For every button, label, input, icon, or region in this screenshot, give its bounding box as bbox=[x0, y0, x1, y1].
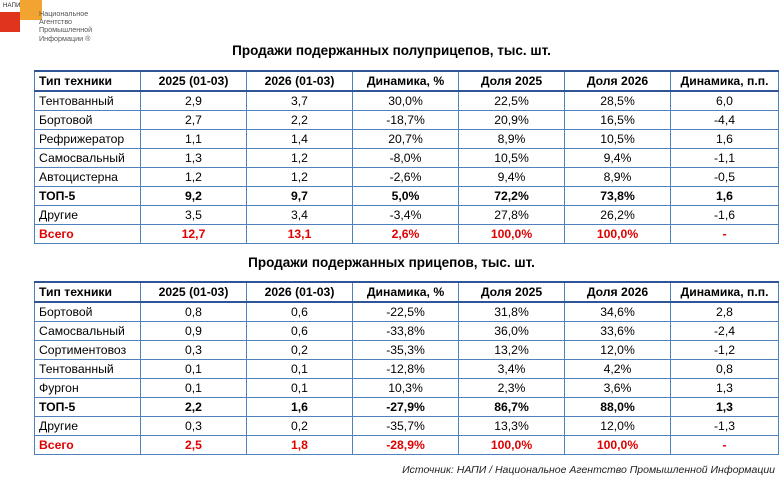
table-cell: 13,2% bbox=[459, 341, 565, 360]
table-cell: 9,2 bbox=[141, 187, 247, 206]
table-cell: 0,8 bbox=[671, 360, 779, 379]
table-cell: 2,6% bbox=[353, 225, 459, 244]
table-cell: 8,9% bbox=[459, 130, 565, 149]
table-row bbox=[35, 206, 779, 225]
table-cell: 0,9 bbox=[141, 322, 247, 341]
semitrailers-table bbox=[34, 70, 779, 244]
table-cell: 16,5% bbox=[565, 111, 671, 130]
table-cell: 0,6 bbox=[247, 302, 353, 322]
table-cell: 86,7% bbox=[459, 398, 565, 417]
row-label: Автоцистерна bbox=[35, 168, 141, 187]
table-cell: 13,1 bbox=[247, 225, 353, 244]
table-cell: -1,3 bbox=[671, 417, 779, 436]
table-cell: 2,2 bbox=[247, 111, 353, 130]
table-cell: 6,0 bbox=[671, 91, 779, 111]
table-cell: 3,4% bbox=[459, 360, 565, 379]
table-cell: 0,3 bbox=[141, 341, 247, 360]
table-cell: 12,7 bbox=[141, 225, 247, 244]
table-cell: 100,0% bbox=[565, 225, 671, 244]
column-header: 2025 (01-03) bbox=[141, 71, 247, 91]
table-cell: 2,7 bbox=[141, 111, 247, 130]
row-label: Самосвальный bbox=[35, 322, 141, 341]
table-cell: 22,5% bbox=[459, 91, 565, 111]
column-header: Доля 2026 bbox=[565, 71, 671, 91]
column-header: 2026 (01-03) bbox=[247, 282, 353, 302]
table-cell: 1,1 bbox=[141, 130, 247, 149]
column-header: Тип техники bbox=[35, 71, 141, 91]
table-cell: 20,9% bbox=[459, 111, 565, 130]
table-cell: 4,2% bbox=[565, 360, 671, 379]
table-cell: 1,2 bbox=[247, 168, 353, 187]
table-cell: 2,5 bbox=[141, 436, 247, 455]
row-label: Сортиментовоз bbox=[35, 341, 141, 360]
table-row bbox=[35, 417, 779, 436]
source-note: Источник: НАПИ / Национальное Агентство Промышленной Информации bbox=[402, 464, 775, 476]
table-cell: 9,7 bbox=[247, 187, 353, 206]
column-header: Динамика, % bbox=[353, 282, 459, 302]
table-cell: 2,2 bbox=[141, 398, 247, 417]
top5-row bbox=[35, 187, 779, 206]
table-cell: 27,8% bbox=[459, 206, 565, 225]
table-cell: 2,3% bbox=[459, 379, 565, 398]
table-cell: -35,3% bbox=[353, 341, 459, 360]
column-header: Доля 2025 bbox=[459, 282, 565, 302]
column-header: Доля 2025 bbox=[459, 71, 565, 91]
table-cell: 1,4 bbox=[247, 130, 353, 149]
row-label: ТОП-5 bbox=[35, 187, 141, 206]
table-cell: 34,6% bbox=[565, 302, 671, 322]
table-cell: -28,9% bbox=[353, 436, 459, 455]
table-cell: 36,0% bbox=[459, 322, 565, 341]
table-cell: 1,3 bbox=[141, 149, 247, 168]
table-row bbox=[35, 130, 779, 149]
table-row bbox=[35, 379, 779, 398]
table-cell: 0,1 bbox=[247, 360, 353, 379]
table-cell: 20,7% bbox=[353, 130, 459, 149]
table-cell: 33,6% bbox=[565, 322, 671, 341]
table-cell: -1,2 bbox=[671, 341, 779, 360]
table-cell: 31,8% bbox=[459, 302, 565, 322]
table-cell: 8,9% bbox=[565, 168, 671, 187]
semitrailers-title: Продажи подержанных полуприцепов, тыс. шт. bbox=[232, 43, 551, 58]
column-header: Доля 2026 bbox=[565, 282, 671, 302]
table-cell: -33,8% bbox=[353, 322, 459, 341]
table-row bbox=[35, 149, 779, 168]
table-cell: - bbox=[671, 225, 779, 244]
table-cell: 3,7 bbox=[247, 91, 353, 111]
table-cell: -3,4% bbox=[353, 206, 459, 225]
table-cell: 73,8% bbox=[565, 187, 671, 206]
table-cell: 1,6 bbox=[671, 130, 779, 149]
table-cell: 0,6 bbox=[247, 322, 353, 341]
table-row bbox=[35, 341, 779, 360]
row-label: Всего bbox=[35, 436, 141, 455]
table-cell: -1,6 bbox=[671, 206, 779, 225]
column-header: Динамика, п.п. bbox=[671, 282, 779, 302]
table-cell: -4,4 bbox=[671, 111, 779, 130]
column-header: Динамика, п.п. bbox=[671, 71, 779, 91]
table-cell: -22,5% bbox=[353, 302, 459, 322]
table-cell: 1,8 bbox=[247, 436, 353, 455]
table-cell: 12,0% bbox=[565, 417, 671, 436]
table-row bbox=[35, 360, 779, 379]
trailers-title: Продажи подержанных прицепов, тыс. шт. bbox=[248, 255, 535, 270]
table-row bbox=[35, 168, 779, 187]
logo-short-name: НАПИ bbox=[3, 3, 21, 9]
table-cell: 13,3% bbox=[459, 417, 565, 436]
table-cell: 1,2 bbox=[141, 168, 247, 187]
logo-line: Агентство bbox=[39, 17, 73, 27]
logo-org-name bbox=[39, 10, 109, 43]
table-cell: 2,9 bbox=[141, 91, 247, 111]
table-cell: 1,3 bbox=[671, 379, 779, 398]
column-header: Динамика, % bbox=[353, 71, 459, 91]
table-cell: -8,0% bbox=[353, 149, 459, 168]
table-cell: 10,3% bbox=[353, 379, 459, 398]
column-header: Тип техники bbox=[35, 282, 141, 302]
table-cell: -27,9% bbox=[353, 398, 459, 417]
row-label: ТОП-5 bbox=[35, 398, 141, 417]
row-label: Бортовой bbox=[35, 111, 141, 130]
total-row bbox=[35, 225, 779, 244]
table-row bbox=[35, 91, 779, 111]
row-label: Самосвальный bbox=[35, 149, 141, 168]
row-label: Тентованный bbox=[35, 91, 141, 111]
table-cell: 10,5% bbox=[459, 149, 565, 168]
table-cell: -0,5 bbox=[671, 168, 779, 187]
table-cell: -18,7% bbox=[353, 111, 459, 130]
table-cell: 12,0% bbox=[565, 341, 671, 360]
row-label: Другие bbox=[35, 417, 141, 436]
top5-row bbox=[35, 398, 779, 417]
table-header-row bbox=[35, 71, 779, 91]
row-label: Рефрижератор bbox=[35, 130, 141, 149]
table-cell: 0,1 bbox=[141, 379, 247, 398]
table-cell: 26,2% bbox=[565, 206, 671, 225]
table-cell: 88,0% bbox=[565, 398, 671, 417]
table-cell: 2,8 bbox=[671, 302, 779, 322]
table-row bbox=[35, 322, 779, 341]
table-cell: 0,2 bbox=[247, 417, 353, 436]
row-label: Тентованный bbox=[35, 360, 141, 379]
column-header: 2025 (01-03) bbox=[141, 282, 247, 302]
trailers-table bbox=[34, 281, 779, 455]
table-cell: 10,5% bbox=[565, 130, 671, 149]
table-header-row bbox=[35, 282, 779, 302]
row-label: Бортовой bbox=[35, 302, 141, 322]
table-row bbox=[35, 111, 779, 130]
table-cell: 5,0% bbox=[353, 187, 459, 206]
row-label: Другие bbox=[35, 206, 141, 225]
logo-line: Информации ® bbox=[39, 33, 91, 43]
table-cell: -2,4 bbox=[671, 322, 779, 341]
table-cell: 0,3 bbox=[141, 417, 247, 436]
table-cell: 0,8 bbox=[141, 302, 247, 322]
table-cell: - bbox=[671, 436, 779, 455]
row-label: Всего bbox=[35, 225, 141, 244]
table-cell: 1,3 bbox=[671, 398, 779, 417]
table-cell: -35,7% bbox=[353, 417, 459, 436]
table-cell: 3,6% bbox=[565, 379, 671, 398]
table-cell: 3,5 bbox=[141, 206, 247, 225]
logo-line: Национальное bbox=[39, 9, 89, 18]
logo-red-square bbox=[0, 12, 20, 32]
table-cell: 1,6 bbox=[247, 398, 353, 417]
table-cell: 100,0% bbox=[459, 225, 565, 244]
table-cell: 100,0% bbox=[459, 436, 565, 455]
table-cell: 3,4 bbox=[247, 206, 353, 225]
table-cell: 100,0% bbox=[565, 436, 671, 455]
table-row bbox=[35, 302, 779, 322]
column-header: 2026 (01-03) bbox=[247, 71, 353, 91]
table-cell: -1,1 bbox=[671, 149, 779, 168]
logo-line: Промышленной bbox=[39, 25, 93, 35]
table-cell: 28,5% bbox=[565, 91, 671, 111]
table-cell: -12,8% bbox=[353, 360, 459, 379]
table-cell: 0,2 bbox=[247, 341, 353, 360]
row-label: Фургон bbox=[35, 379, 141, 398]
table-cell: 30,0% bbox=[353, 91, 459, 111]
table-cell: 1,6 bbox=[671, 187, 779, 206]
total-row bbox=[35, 436, 779, 455]
table-cell: 0,1 bbox=[141, 360, 247, 379]
table-cell: 9,4% bbox=[459, 168, 565, 187]
table-cell: 1,2 bbox=[247, 149, 353, 168]
table-cell: -2,6% bbox=[353, 168, 459, 187]
table-cell: 9,4% bbox=[565, 149, 671, 168]
table-cell: 72,2% bbox=[459, 187, 565, 206]
table-cell: 0,1 bbox=[247, 379, 353, 398]
